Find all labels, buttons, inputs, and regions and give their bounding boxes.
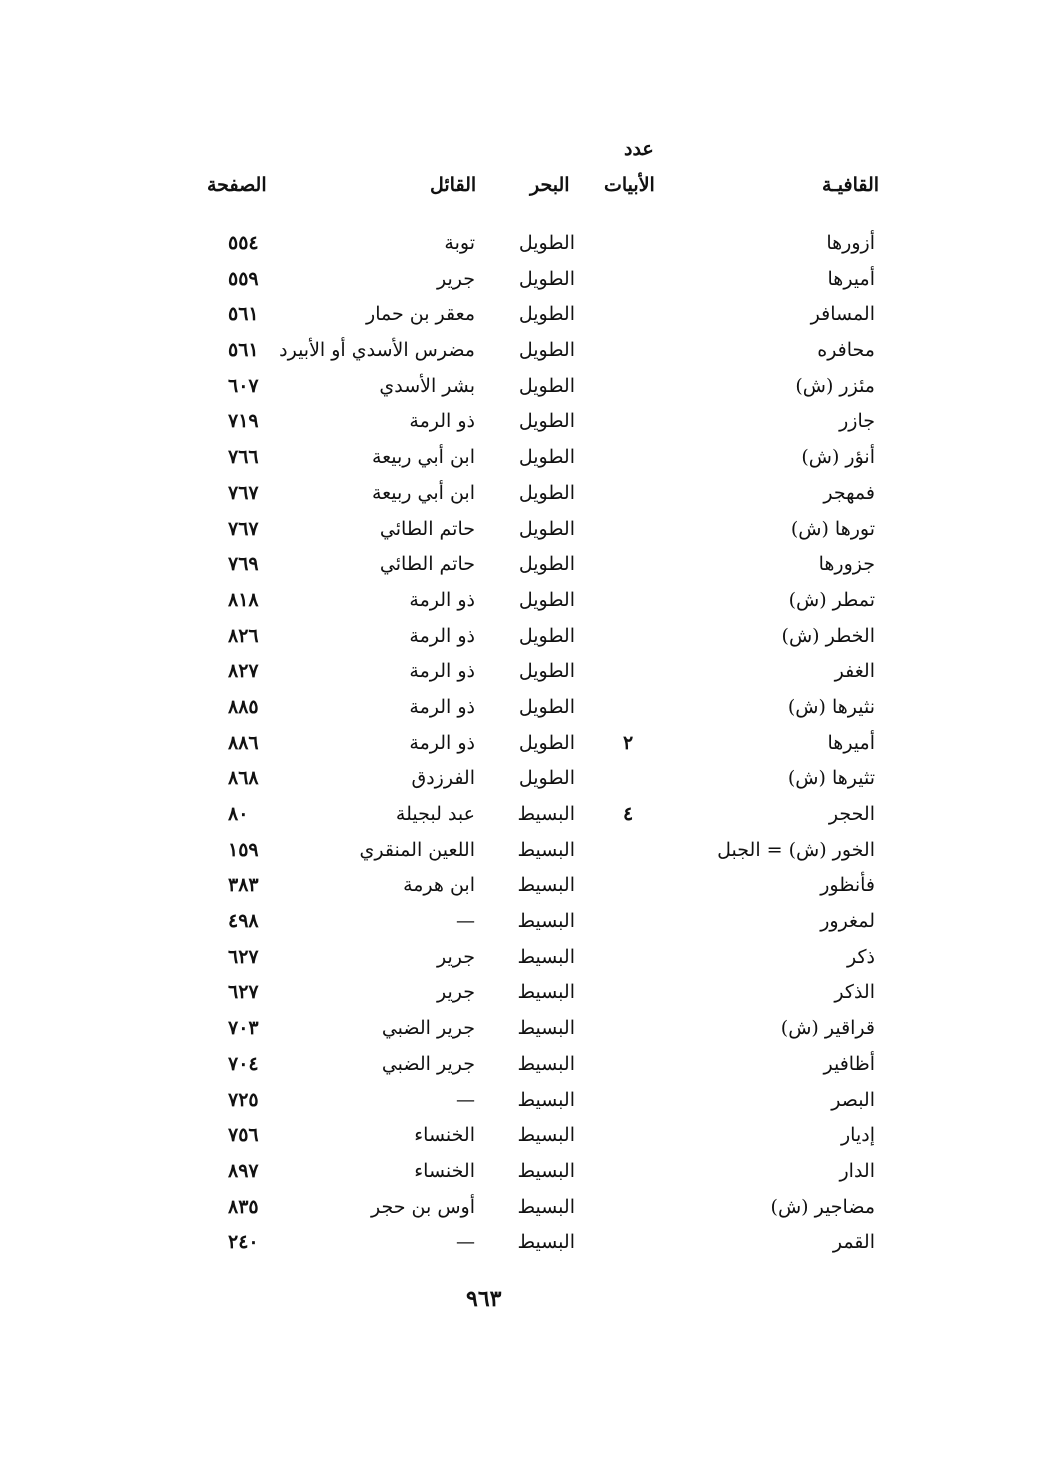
poet-cell: جرير	[437, 981, 475, 1004]
table-row	[0, 1083, 1037, 1119]
table-row	[0, 761, 1037, 797]
meter-cell: البسيط	[517, 981, 575, 1004]
rhyme-cell: فمهجر	[823, 481, 875, 504]
poet-cell: عبد لبجيلة	[395, 803, 475, 825]
meter-cell: البسيط	[517, 1195, 575, 1218]
page-number: ٩٦٣	[466, 1286, 502, 1312]
meter-cell: البسيط	[517, 1159, 575, 1182]
poet-cell: حاتم الطائي	[379, 553, 475, 576]
page-cell: ٧٦٧	[228, 481, 259, 504]
poet-cell: —	[456, 910, 475, 933]
meter-cell: البسيط	[517, 945, 575, 968]
page-cell: ٦٢٧	[228, 945, 259, 968]
rhyme-cell: البصر	[831, 1088, 875, 1111]
count-cell: ٤	[623, 803, 634, 825]
rhyme-cell: جازر	[839, 410, 875, 433]
rhyme-cell: إديار	[841, 1124, 875, 1147]
poet-cell: ذو الرمة	[409, 695, 475, 718]
table-row	[0, 262, 1037, 298]
page-cell: ٨١٨	[228, 588, 259, 611]
page-cell: ٤٩٨	[228, 910, 259, 933]
poet-cell: مضرس الأسدي أو الأبيرد	[279, 339, 475, 362]
table-row	[0, 868, 1037, 904]
table-row	[0, 512, 1037, 548]
page-cell: ٥٦١	[228, 303, 259, 326]
poet-cell: —	[456, 1088, 475, 1111]
rhyme-cell: أزورها	[826, 232, 875, 254]
meter-cell: البسيط	[517, 803, 575, 825]
poet-cell: حاتم الطائي	[379, 517, 475, 540]
header-page: الصفحة	[207, 174, 267, 196]
rhyme-cell: الحجر	[828, 803, 875, 825]
meter-cell: البسيط	[517, 910, 575, 933]
meter-cell: البسيط	[517, 1124, 575, 1147]
page-cell: ٧١٩	[228, 410, 259, 433]
table-row	[0, 440, 1037, 476]
meter-cell: البسيط	[517, 1017, 575, 1040]
rhyme-cell: مضاجير (ش)	[770, 1195, 875, 1218]
table-row	[0, 333, 1037, 369]
page-cell: ٣٨٣	[228, 874, 259, 897]
table-row	[0, 654, 1037, 690]
table-row	[0, 1047, 1037, 1083]
header-poet: القائل	[430, 174, 477, 196]
page-cell: ٨٢٦	[228, 624, 259, 647]
poet-cell: بشر الأسدي	[379, 374, 475, 397]
table-row	[0, 1118, 1037, 1154]
header-count-line1: عدد	[624, 138, 654, 160]
meter-cell: الطويل	[518, 267, 575, 290]
rhyme-cell: الذكر	[834, 981, 875, 1004]
rhyme-cell: أظافير	[823, 1052, 875, 1075]
poet-cell: جرير	[437, 267, 475, 290]
page-cell: ٨٩٧	[228, 1159, 259, 1182]
page-cell: ٨٦٨	[228, 767, 259, 790]
table-row	[0, 369, 1037, 405]
meter-cell: الطويل	[518, 481, 575, 504]
table-row	[0, 1154, 1037, 1190]
table-row	[0, 547, 1037, 583]
table-row	[0, 797, 1037, 833]
table-row	[0, 476, 1037, 512]
poet-cell: —	[456, 1231, 475, 1254]
table-row	[0, 975, 1037, 1011]
rhyme-cell: محافره	[817, 339, 875, 362]
header-count-line2: الأبيات	[604, 174, 655, 196]
meter-cell: الطويل	[518, 446, 575, 469]
table-row	[0, 583, 1037, 619]
page-cell: ٧٠٤	[228, 1052, 259, 1075]
meter-cell: الطويل	[518, 517, 575, 540]
page-cell: ٢٤٠	[228, 1231, 259, 1254]
table-row	[0, 690, 1037, 726]
poet-cell: الخنساء	[414, 1124, 475, 1147]
rhyme-cell: القمر	[832, 1231, 875, 1254]
meter-cell: الطويل	[518, 624, 575, 647]
rhyme-cell: قراقير (ش)	[780, 1017, 875, 1040]
page-cell: ٨٨٦	[228, 731, 259, 754]
table-row	[0, 404, 1037, 440]
poet-cell: ابن هرمة	[403, 874, 475, 897]
rhyme-cell: الدار	[839, 1159, 875, 1182]
page-cell: ٨٨٥	[228, 695, 259, 718]
meter-cell: البسيط	[517, 838, 575, 861]
meter-cell: الطويل	[518, 695, 575, 718]
page-cell: ٧٠٣	[228, 1017, 259, 1040]
poet-cell: الخنساء	[414, 1159, 475, 1182]
table-row	[0, 297, 1037, 333]
poet-cell: جرير	[437, 945, 475, 968]
rhyme-cell: جزورها	[818, 553, 875, 576]
count-cell: ٢	[623, 731, 634, 754]
rhyme-cell: أميرها	[827, 267, 875, 290]
meter-cell: البسيط	[517, 1052, 575, 1075]
poet-cell: ذو الرمة	[409, 410, 475, 433]
poet-cell: اللعين المنقري	[359, 838, 475, 861]
table-row	[0, 1011, 1037, 1047]
page-cell: ٥٥٤	[228, 232, 259, 254]
rhyme-cell: مئزر (ش)	[795, 374, 875, 397]
page-cell: ٨٠	[228, 803, 249, 825]
page-cell: ٥٥٩	[228, 267, 259, 290]
rhyme-cell: نثيرها (ش)	[787, 695, 875, 718]
meter-cell: الطويل	[518, 232, 575, 254]
poet-cell: معقر بن حمار	[366, 303, 475, 326]
rhyme-cell: لمغرور	[820, 910, 875, 933]
rhyme-cell: تثيرها (ش)	[787, 767, 875, 790]
rhyme-cell: الغفر	[834, 660, 875, 683]
meter-cell: الطويل	[518, 374, 575, 397]
meter-cell: الطويل	[518, 410, 575, 433]
meter-cell: الطويل	[518, 303, 575, 326]
page-cell: ١٥٩	[228, 838, 259, 861]
meter-cell: الطويل	[518, 553, 575, 576]
poet-cell: ذو الرمة	[409, 660, 475, 683]
poet-cell: توبة	[444, 232, 475, 254]
poet-cell: ابن أبي ربيعة	[371, 446, 475, 469]
rhyme-cell: الخور (ش) = الجبل	[717, 838, 875, 861]
table-row	[0, 904, 1037, 940]
meter-cell: الطويل	[518, 339, 575, 362]
rhyme-cell: تمطر (ش)	[788, 588, 875, 611]
page-cell: ٧٦٧	[228, 517, 259, 540]
page-cell: ٧٢٥	[228, 1088, 259, 1111]
rhyme-cell: فأنظور	[820, 874, 875, 897]
meter-cell: البسيط	[517, 1088, 575, 1111]
poet-cell: ذو الرمة	[409, 588, 475, 611]
poet-cell: ذو الرمة	[409, 731, 475, 754]
rhyme-cell: المسافر	[810, 303, 875, 326]
rhyme-cell: الخطر (ش)	[781, 624, 875, 647]
table-row	[0, 226, 1037, 262]
page-cell: ٧٦٦	[228, 446, 259, 469]
rhyme-cell: أميرها	[827, 731, 875, 754]
poet-cell: أوس بن حجر	[371, 1195, 475, 1218]
header-meter: البحر	[530, 174, 570, 196]
table-row	[0, 1225, 1037, 1261]
page-cell: ٨٢٧	[228, 660, 259, 683]
poet-cell: الفرزدق	[411, 767, 475, 790]
page-cell: ٦٠٧	[228, 374, 259, 397]
rhyme-cell: أنؤر (ش)	[801, 446, 875, 469]
page-cell: ٥٦١	[228, 339, 259, 362]
page-cell: ٧٥٦	[228, 1124, 259, 1147]
rhyme-cell: ذكر	[847, 945, 875, 968]
meter-cell: الطويل	[518, 731, 575, 754]
table-row	[0, 833, 1037, 869]
meter-cell: البسيط	[517, 874, 575, 897]
header-rhyme: القافيـة	[822, 174, 880, 196]
poet-cell: ذو الرمة	[409, 624, 475, 647]
meter-cell: البسيط	[517, 1231, 575, 1254]
poet-cell: ابن أبي ربيعة	[371, 481, 475, 504]
table-row	[0, 726, 1037, 762]
index-table	[0, 226, 1037, 1261]
table-row	[0, 1190, 1037, 1226]
rhyme-cell: تورها (ش)	[790, 517, 875, 540]
poet-cell: جرير الضبي	[381, 1017, 475, 1040]
page-cell: ٦٢٧	[228, 981, 259, 1004]
meter-cell: الطويل	[518, 767, 575, 790]
meter-cell: الطويل	[518, 660, 575, 683]
page-cell: ٨٣٥	[228, 1195, 259, 1218]
table-row	[0, 940, 1037, 976]
poet-cell: جرير الضبي	[381, 1052, 475, 1075]
meter-cell: الطويل	[518, 588, 575, 611]
table-row	[0, 619, 1037, 655]
page-cell: ٧٦٩	[228, 553, 259, 576]
